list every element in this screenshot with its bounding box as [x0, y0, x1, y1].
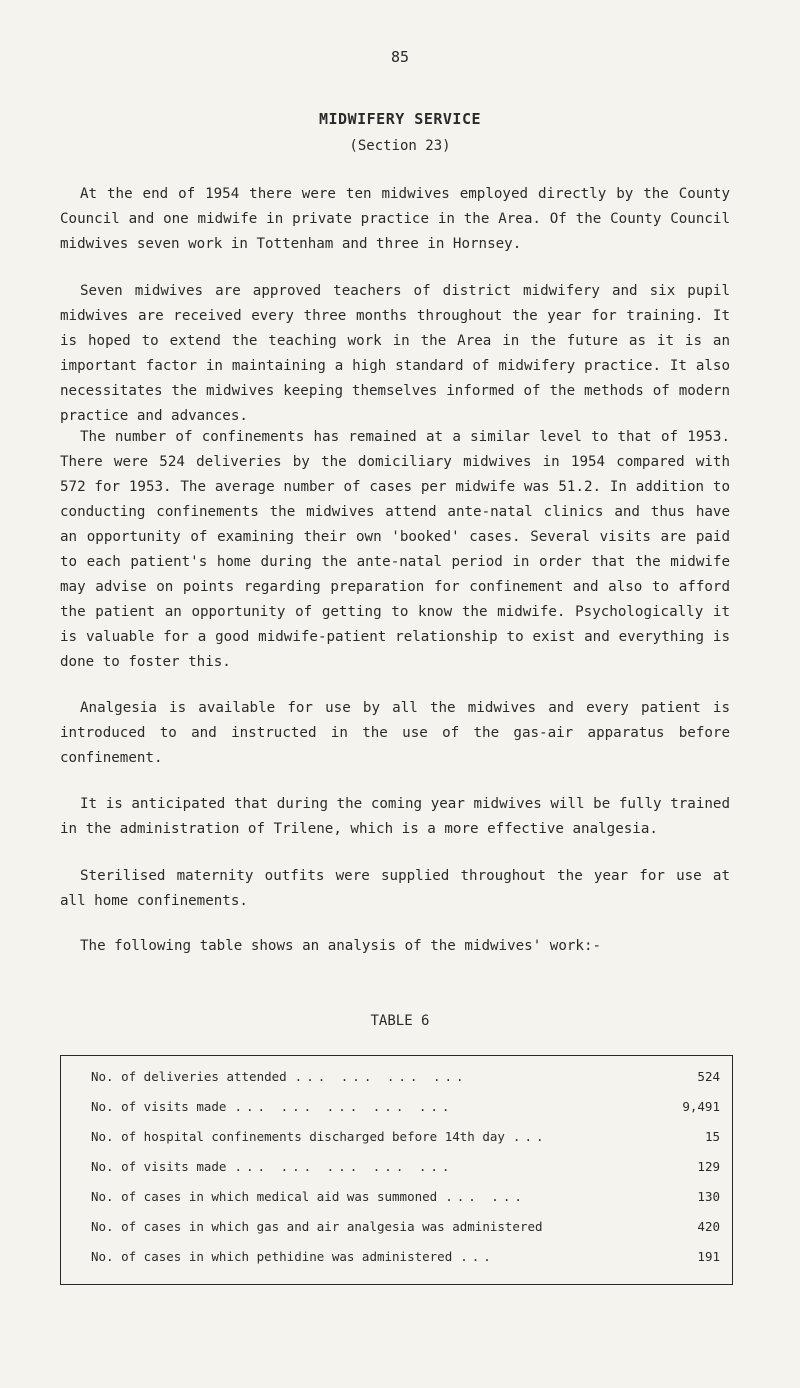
- paragraph-table-intro: The following table shows an analysis of the midwives' work:-: [80, 938, 602, 954]
- table-row: [61, 1092, 732, 1122]
- row-label: No. of cases in which gas and air analgesia was administered: [91, 1219, 543, 1234]
- paragraph-trilene: It is anticipated that during the coming year midwives will be fully trained in the administration of Trilene, which is a more effective analgesia.: [60, 796, 730, 837]
- paragraph-maternity-outfits: Sterilised maternity outfits were supplied throughout the year for use at all home confinements.: [60, 868, 730, 909]
- table-row: [61, 1122, 732, 1152]
- page-subtitle: (Section 23): [349, 138, 451, 154]
- paragraph-staffing: At the end of 1954 there were ten midwives employed directly by the County Council and one midwife in private practice in the Area. Of the County Council midwives seven work in Tottenham and three in Hornsey.: [60, 186, 730, 252]
- midwives-work-table: [60, 1055, 733, 1285]
- row-label: No. of deliveries attended: [91, 1069, 287, 1084]
- paragraph-confinements: The number of confinements has remained at a similar level to that of 1953. There were 524 deliveries by the domiciliary midwives in 1954 compared with 572 for 1953. The average number of cases per midwife was 51.2. In addition to conducting confinements the midwives attend ante-natal clinics and thus have an opportunity of examining their own 'booked' cases. Several visits are paid to each patient's home during the ante-natal period in order that the midwife may advise on points regarding preparation for confinement and also to afford the patient an opportunity of getting to know the midwife. Psychologically it is valuable for a good midwife-patient relationship to exist and everything is done to foster this.: [60, 429, 730, 670]
- row-leader: ...: [512, 1129, 548, 1144]
- table-row: [61, 1062, 732, 1092]
- table-row: [61, 1182, 732, 1212]
- row-leader: ... ... ... ... ...: [234, 1159, 454, 1174]
- row-leader: ... ... ... ... ...: [234, 1099, 454, 1114]
- page-number: 85: [390, 48, 410, 66]
- paragraph-training: Seven midwives are approved teachers of district midwifery and six pupil midwives are received every three months throughout the year for training. It is hoped to extend the teaching work in the Area in the future as it is an important factor in maintaining a high standard of midwifery practice. It also necessitates the midwives keeping themselves informed of the methods of modern practice and advances.: [60, 283, 730, 424]
- table-row: [61, 1152, 732, 1182]
- table-row: [61, 1212, 732, 1242]
- row-value: 129: [697, 1159, 720, 1174]
- table-row: [61, 1242, 732, 1272]
- row-label: No. of visits made: [91, 1159, 227, 1174]
- table-caption: TABLE 6: [370, 1013, 430, 1029]
- row-value: 130: [697, 1189, 720, 1204]
- paragraph-analgesia: Analgesia is available for use by all the midwives and every patient is introduced to and instructed in the use of the gas-air apparatus before confinement.: [60, 700, 730, 766]
- row-value: 420: [697, 1219, 720, 1234]
- row-value: 15: [704, 1129, 720, 1144]
- row-label: No. of cases in which pethidine was administered: [91, 1249, 453, 1264]
- row-leader: ... ...: [445, 1189, 526, 1204]
- row-label: No. of cases in which medical aid was summoned: [91, 1189, 438, 1204]
- row-label: No. of visits made: [91, 1099, 227, 1114]
- row-leader: ... ... ... ...: [294, 1069, 468, 1084]
- row-value: 524: [697, 1069, 720, 1084]
- row-value: 9,491: [682, 1099, 720, 1114]
- row-leader: ...: [460, 1249, 495, 1264]
- row-label: No. of hospital confinements discharged before 14th day: [91, 1129, 505, 1144]
- row-value: 191: [697, 1249, 720, 1264]
- page-title: MIDWIFERY SERVICE: [318, 110, 482, 128]
